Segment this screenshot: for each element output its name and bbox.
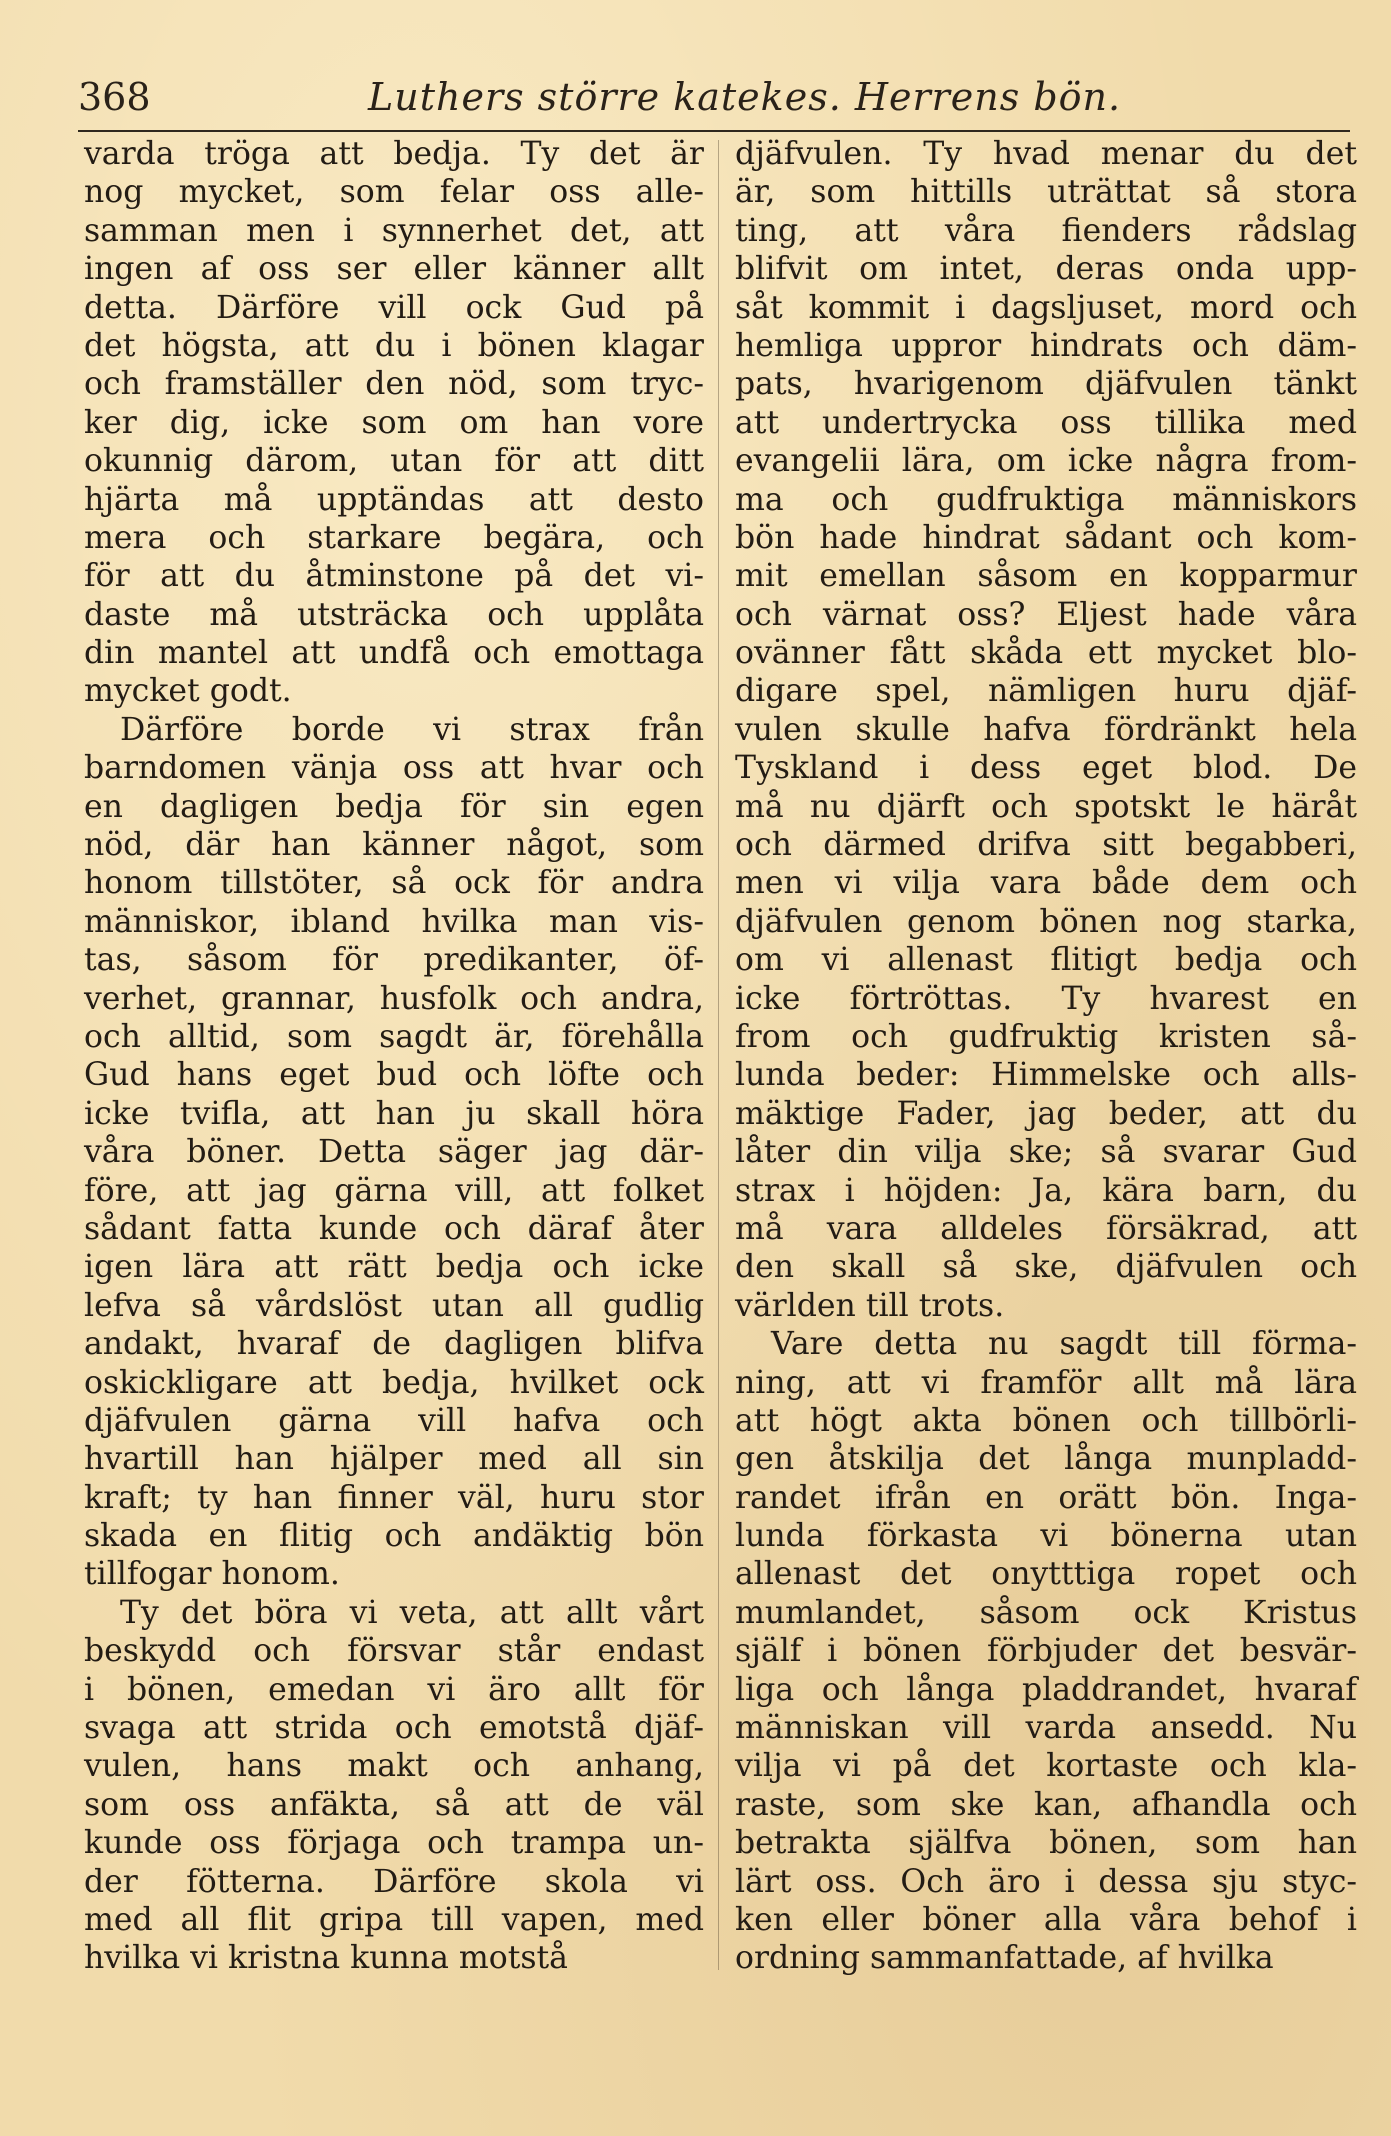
text-line: och alltid, som sagdt är, förehålla [84, 1018, 704, 1055]
text-line: oskickligare att bedja, hvilket ock [84, 1364, 704, 1401]
text-line: som oss anfäkta, så att de väl [84, 1786, 704, 1823]
text-line: i bönen, emedan vi äro allt för [84, 1671, 704, 1708]
text-line: att högt akta bönen och tillbörli- [735, 1402, 1357, 1439]
text-line: Därföre borde vi strax från [120, 711, 704, 748]
text-line: nöd, där han känner något, som [84, 827, 704, 864]
text-line: men vi vilja vara både dem och [735, 865, 1357, 902]
text-line: vilja vi på det kortaste och kla- [735, 1748, 1357, 1785]
text-line: nog mycket, som felar oss alle- [84, 174, 704, 211]
text-line: före, att jag gärna vill, att folket [84, 1172, 704, 1209]
text-line: och framställer den nöd, som tryc- [84, 366, 704, 403]
text-line: en dagligen bedja för sin egen [84, 788, 704, 825]
text-line: och därmed drifva sitt begabberi, [735, 827, 1357, 864]
text-line: ovänner fått skåda ett mycket blo- [735, 635, 1357, 672]
text-line: människan vill varda ansedd. Nu [735, 1710, 1357, 1747]
text-line: vulen, hans makt och anhang, [84, 1748, 704, 1785]
text-line: mit emellan såsom en kopparmur [735, 558, 1357, 595]
text-line: hemliga uppror hindrats och däm- [735, 327, 1357, 364]
text-line: andakt, hvaraf de dagligen blifva [84, 1326, 704, 1363]
right-text-column [735, 135, 1357, 1978]
text-line: Gud hans eget bud och löfte och [84, 1057, 704, 1094]
text-line: skada en flitig och andäktig bön [84, 1518, 704, 1555]
text-line: människor, ibland hvilka man vis- [84, 903, 704, 940]
text-line: okunnig därom, utan för att ditt [84, 443, 704, 480]
text-line: att undertrycka oss tillika med [735, 404, 1357, 441]
text-line: lunda förkasta vi bönerna utan [735, 1518, 1357, 1555]
text-line: liga och långa pladdrandet, hvaraf [735, 1671, 1357, 1708]
text-line: djäfvulen gärna vill hafva och [84, 1402, 704, 1439]
text-line: Vare detta nu sagdt till förma- [771, 1326, 1357, 1363]
text-line: din mantel att undfå och emottaga [84, 635, 704, 672]
text-line: ker dig, icke som om han vore [84, 404, 704, 441]
text-line: strax i höjden: Ja, kära barn, du [735, 1172, 1357, 1209]
text-line: betrakta själfva bönen, som han [735, 1825, 1357, 1862]
text-line: tillfogar honom. [84, 1556, 340, 1593]
text-line: icke tvifla, att han ju skall höra [84, 1095, 704, 1132]
text-line: kunde oss förjaga och trampa un- [84, 1825, 704, 1862]
text-line: blifvit om intet, deras onda upp- [735, 251, 1357, 288]
text-line: ingen af oss ser eller känner allt [84, 251, 704, 288]
text-line: ordning sammanfattade, af hvilka [735, 1940, 1274, 1977]
text-line: raste, som ske kan, afhandla och [735, 1786, 1357, 1823]
text-line: vulen skulle hafva fördränkt hela [735, 711, 1357, 748]
running-title: Luthers större katekes. Herrens bön. [368, 75, 1122, 119]
column-divider [718, 140, 719, 1970]
text-line: digare spel, nämligen huru djäf- [735, 673, 1357, 710]
text-line: om vi allenast flitigt bedja och [735, 942, 1357, 979]
text-line: samman men i synnerhet det, att [84, 212, 704, 249]
text-line: from och gudfruktig kristen så- [735, 1018, 1357, 1055]
text-line: hvartill han hjälper med all sin [84, 1441, 704, 1478]
text-line: mycket godt. [84, 673, 292, 710]
text-line: honom tillstöter, så ock för andra [84, 865, 704, 902]
header-rule [78, 130, 1350, 132]
text-line: ken eller böner alla våra behof i [735, 1901, 1357, 1938]
text-line: må vara alldeles försäkrad, att [735, 1210, 1357, 1247]
text-line: den skall så ske, djäfvulen och [735, 1249, 1357, 1286]
text-line: bön hade hindrat sådant och kom- [735, 519, 1357, 556]
text-line: det högsta, att du i bönen klagar [84, 327, 704, 364]
text-line: verhet, grannar, husfolk och andra, [84, 980, 704, 1017]
text-line: ning, att vi framför allt må lära [735, 1364, 1357, 1401]
text-line: der fötterna. Därföre skola vi [84, 1863, 704, 1900]
text-line: våra böner. Detta säger jag där- [84, 1134, 704, 1171]
text-line: daste må utsträcka och upplåta [84, 596, 704, 633]
text-line: detta. Därföre vill ock Gud på [84, 289, 704, 326]
text-line: igen lära att rätt bedja och icke [84, 1249, 704, 1286]
text-line: Tyskland i dess eget blod. De [735, 750, 1357, 787]
text-line: och värnat oss? Eljest hade våra [735, 596, 1357, 633]
text-line: hjärta må upptändas att desto [84, 481, 704, 518]
text-line: mumlandet, såsom ock Kristus [735, 1594, 1357, 1631]
text-line: djäfvulen genom bönen nog starka, [735, 903, 1357, 940]
page-header [78, 62, 1350, 132]
text-line: tas, såsom för predikanter, öf- [84, 942, 704, 979]
text-line: såt kommit i dagsljuset, mord och [735, 289, 1357, 326]
left-text-column [84, 135, 704, 1978]
text-line: må nu djärft och spotskt le häråt [735, 788, 1357, 825]
text-line: hvilka vi kristna kunna motstå [84, 1940, 568, 1977]
text-line: världen till trots. [735, 1287, 1005, 1324]
text-line: beskydd och försvar står endast [84, 1633, 704, 1670]
text-line: själf i bönen förbjuder det besvär- [735, 1633, 1357, 1670]
text-line: pats, hvarigenom djäfvulen tänkt [735, 366, 1357, 403]
text-line: ma och gudfruktiga människors [735, 481, 1357, 518]
text-line: lefva så vårdslöst utan all gudlig [84, 1287, 704, 1324]
text-line: djäfvulen. Ty hvad menar du det [735, 136, 1357, 172]
text-line: allenast det onytttiga ropet och [735, 1556, 1357, 1593]
text-line: svaga att strida och emotstå djäf- [84, 1710, 704, 1747]
text-line: är, som hittills uträttat så stora [735, 174, 1357, 211]
text-line: lärt oss. Och äro i dessa sju styc- [735, 1863, 1357, 1900]
text-line: sådant fatta kunde och däraf åter [84, 1210, 704, 1247]
text-line: randet ifrån en orätt bön. Inga- [735, 1479, 1357, 1516]
text-line: varda tröga att bedja. Ty det är [84, 136, 704, 172]
text-line: lunda beder: Himmelske och alls- [735, 1057, 1357, 1094]
text-line: icke förtröttas. Ty hvarest en [735, 980, 1357, 1017]
text-line: gen åtskilja det långa munpladd- [735, 1441, 1357, 1478]
page-number: 368 [78, 75, 151, 119]
text-line: Ty det böra vi veta, att allt vårt [120, 1594, 704, 1631]
text-line: barndomen vänja oss att hvar och [84, 750, 704, 787]
text-line: med all flit gripa till vapen, med [84, 1901, 704, 1938]
text-line: evangelii lära, om icke några from- [735, 443, 1357, 480]
text-line: mera och starkare begära, och [84, 519, 704, 556]
text-line: ting, att våra fienders rådslag [735, 212, 1357, 249]
text-line: kraft; ty han finner väl, huru stor [84, 1479, 704, 1516]
text-line: för att du åtminstone på det vi- [84, 558, 704, 595]
text-line: låter din vilja ske; så svarar Gud [735, 1134, 1357, 1171]
text-line: mäktige Fader, jag beder, att du [735, 1095, 1357, 1132]
